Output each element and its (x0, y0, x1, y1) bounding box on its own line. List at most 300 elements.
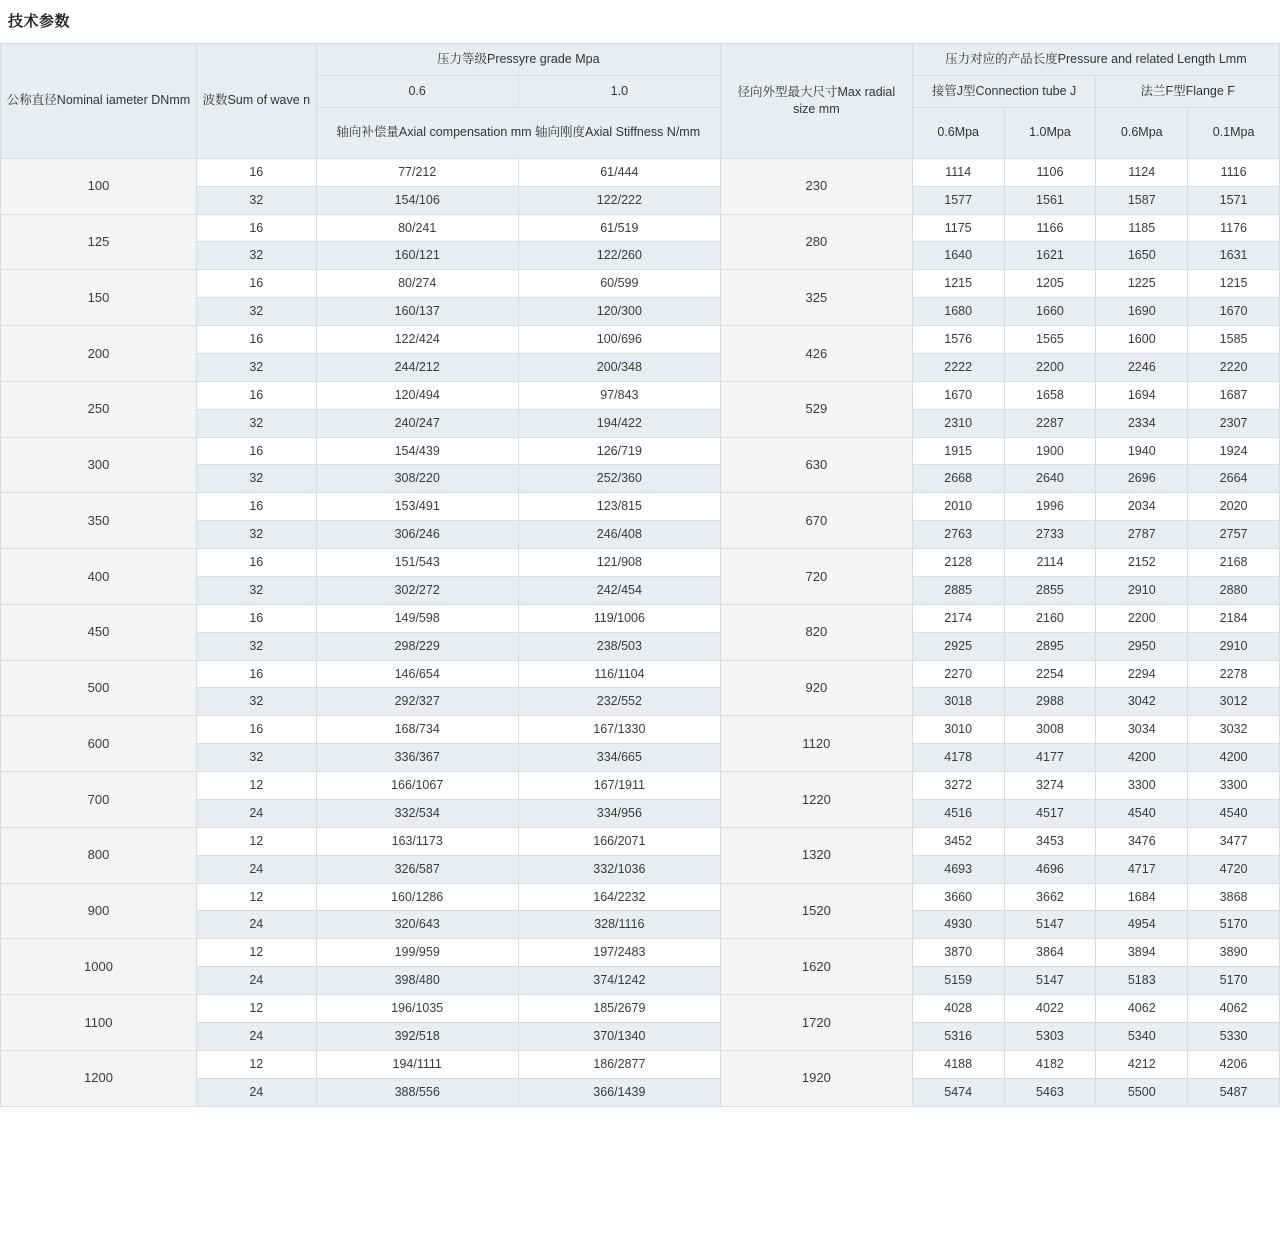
cell-length-j-0-6: 2763 (912, 521, 1004, 549)
cell-nominal-diameter: 200 (1, 326, 197, 382)
cell-length-f-0-1: 1215 (1188, 270, 1280, 298)
cell-length-j-1-0: 5147 (1004, 911, 1096, 939)
cell-sum-of-wave: 16 (196, 437, 316, 465)
cell-length-f-0-1: 2278 (1188, 660, 1280, 688)
cell-length-f-0-6: 2910 (1096, 576, 1188, 604)
cell-axial-1-0: 246/408 (518, 521, 720, 549)
cell-sum-of-wave: 12 (196, 1050, 316, 1078)
cell-nominal-diameter: 350 (1, 493, 197, 549)
cell-length-f-0-1: 5487 (1188, 1078, 1280, 1106)
cell-length-f-0-6: 2696 (1096, 465, 1188, 493)
cell-nominal-diameter: 1200 (1, 1050, 197, 1106)
cell-max-radial-size: 920 (720, 660, 912, 716)
table-row (1, 270, 1280, 298)
cell-length-j-1-0: 1660 (1004, 298, 1096, 326)
cell-length-j-0-6: 4188 (912, 1050, 1004, 1078)
cell-length-j-0-6: 3452 (912, 827, 1004, 855)
cell-length-j-0-6: 2128 (912, 549, 1004, 577)
cell-length-j-1-0: 3662 (1004, 883, 1096, 911)
cell-max-radial-size: 720 (720, 549, 912, 605)
cell-axial-1-0: 252/360 (518, 465, 720, 493)
cell-sum-of-wave: 16 (196, 214, 316, 242)
header-max-radial-size: 径向外型最大尺寸Max radial size mm (720, 44, 912, 159)
cell-length-j-0-6: 1640 (912, 242, 1004, 270)
cell-nominal-diameter: 250 (1, 381, 197, 437)
cell-length-f-0-1: 2880 (1188, 576, 1280, 604)
cell-axial-0-6: 306/246 (316, 521, 518, 549)
cell-length-j-1-0: 2254 (1004, 660, 1096, 688)
cell-sum-of-wave: 16 (196, 660, 316, 688)
header-connection-tube: 接管J型Connection tube J (912, 75, 1096, 107)
cell-length-f-0-1: 2184 (1188, 604, 1280, 632)
cell-max-radial-size: 1320 (720, 827, 912, 883)
cell-max-radial-size: 1520 (720, 883, 912, 939)
cell-length-j-0-6: 5159 (912, 967, 1004, 995)
cell-length-j-1-0: 5303 (1004, 1022, 1096, 1050)
cell-length-f-0-6: 2034 (1096, 493, 1188, 521)
cell-axial-1-0: 121/908 (518, 549, 720, 577)
cell-max-radial-size: 230 (720, 158, 912, 214)
cell-sum-of-wave: 32 (196, 576, 316, 604)
cell-axial-0-6: 388/556 (316, 1078, 518, 1106)
cell-length-j-1-0: 1106 (1004, 158, 1096, 186)
cell-length-j-0-6: 2010 (912, 493, 1004, 521)
cell-sum-of-wave: 12 (196, 827, 316, 855)
cell-axial-1-0: 242/454 (518, 576, 720, 604)
cell-sum-of-wave: 32 (196, 409, 316, 437)
cell-length-f-0-6: 4062 (1096, 995, 1188, 1023)
cell-length-f-0-1: 1924 (1188, 437, 1280, 465)
cell-axial-1-0: 100/696 (518, 326, 720, 354)
cell-axial-0-6: 160/1286 (316, 883, 518, 911)
cell-length-f-0-6: 3476 (1096, 827, 1188, 855)
cell-max-radial-size: 325 (720, 270, 912, 326)
cell-sum-of-wave: 16 (196, 326, 316, 354)
cell-axial-1-0: 116/1104 (518, 660, 720, 688)
cell-nominal-diameter: 150 (1, 270, 197, 326)
cell-length-f-0-6: 1650 (1096, 242, 1188, 270)
header-pressure-1-0: 1.0 (518, 75, 720, 107)
cell-axial-1-0: 61/519 (518, 214, 720, 242)
cell-length-f-0-6: 1684 (1096, 883, 1188, 911)
cell-length-f-0-6: 2152 (1096, 549, 1188, 577)
cell-length-f-0-1: 1585 (1188, 326, 1280, 354)
cell-axial-0-6: 154/106 (316, 186, 518, 214)
cell-sum-of-wave: 24 (196, 1078, 316, 1106)
cell-length-f-0-6: 1225 (1096, 270, 1188, 298)
cell-axial-0-6: 199/959 (316, 939, 518, 967)
cell-length-j-0-6: 5474 (912, 1078, 1004, 1106)
cell-nominal-diameter: 450 (1, 604, 197, 660)
header-f-0-1mpa: 0.1Mpa (1188, 107, 1280, 158)
cell-nominal-diameter: 700 (1, 772, 197, 828)
header-pressure-related-length: 压力对应的产品长度Pressure and related Length Lmm (912, 44, 1279, 76)
cell-axial-0-6: 163/1173 (316, 827, 518, 855)
table-row (1, 549, 1280, 577)
cell-length-f-0-1: 2307 (1188, 409, 1280, 437)
cell-length-f-0-6: 4212 (1096, 1050, 1188, 1078)
cell-length-j-0-6: 3870 (912, 939, 1004, 967)
cell-length-f-0-6: 3034 (1096, 716, 1188, 744)
cell-axial-0-6: 292/327 (316, 688, 518, 716)
cell-length-f-0-1: 3477 (1188, 827, 1280, 855)
cell-sum-of-wave: 32 (196, 632, 316, 660)
cell-axial-1-0: 119/1006 (518, 604, 720, 632)
cell-sum-of-wave: 32 (196, 186, 316, 214)
cell-length-j-0-6: 4178 (912, 744, 1004, 772)
cell-length-f-0-1: 3890 (1188, 939, 1280, 967)
cell-axial-1-0: 97/843 (518, 381, 720, 409)
cell-axial-0-6: 244/212 (316, 353, 518, 381)
cell-length-f-0-1: 5170 (1188, 911, 1280, 939)
cell-length-j-0-6: 1114 (912, 158, 1004, 186)
cell-length-j-0-6: 1680 (912, 298, 1004, 326)
cell-axial-0-6: 332/534 (316, 799, 518, 827)
cell-sum-of-wave: 32 (196, 298, 316, 326)
header-nominal-diameter: 公称直径Nominal iameter DNmm (1, 44, 197, 159)
cell-length-f-0-1: 2910 (1188, 632, 1280, 660)
cell-length-j-0-6: 3660 (912, 883, 1004, 911)
header-j-0-6mpa: 0.6Mpa (912, 107, 1004, 158)
cell-axial-0-6: 151/543 (316, 549, 518, 577)
cell-max-radial-size: 529 (720, 381, 912, 437)
cell-length-j-0-6: 2270 (912, 660, 1004, 688)
cell-max-radial-size: 1120 (720, 716, 912, 772)
cell-axial-0-6: 77/212 (316, 158, 518, 186)
table-row (1, 326, 1280, 354)
cell-sum-of-wave: 12 (196, 772, 316, 800)
cell-length-j-0-6: 2222 (912, 353, 1004, 381)
cell-sum-of-wave: 16 (196, 381, 316, 409)
cell-length-f-0-1: 5330 (1188, 1022, 1280, 1050)
cell-length-j-1-0: 4177 (1004, 744, 1096, 772)
cell-length-f-0-1: 4540 (1188, 799, 1280, 827)
cell-length-j-1-0: 3274 (1004, 772, 1096, 800)
cell-axial-1-0: 185/2679 (518, 995, 720, 1023)
cell-length-f-0-6: 2246 (1096, 353, 1188, 381)
table-header (1, 44, 1280, 159)
cell-length-f-0-1: 5170 (1188, 967, 1280, 995)
table-row (1, 158, 1280, 186)
cell-length-j-1-0: 4022 (1004, 995, 1096, 1023)
cell-axial-0-6: 298/229 (316, 632, 518, 660)
cell-max-radial-size: 670 (720, 493, 912, 549)
cell-length-j-0-6: 5316 (912, 1022, 1004, 1050)
cell-length-f-0-1: 3032 (1188, 716, 1280, 744)
cell-axial-1-0: 370/1340 (518, 1022, 720, 1050)
header-axial-note: 轴向补偿量Axial compensation mm 轴向刚度Axial Stiffness N/mm (316, 107, 720, 158)
cell-axial-0-6: 240/247 (316, 409, 518, 437)
cell-length-f-0-6: 1694 (1096, 381, 1188, 409)
table-row (1, 883, 1280, 911)
cell-max-radial-size: 1720 (720, 995, 912, 1051)
cell-axial-1-0: 328/1116 (518, 911, 720, 939)
cell-length-j-1-0: 1996 (1004, 493, 1096, 521)
cell-length-f-0-6: 2294 (1096, 660, 1188, 688)
cell-length-f-0-1: 1176 (1188, 214, 1280, 242)
cell-axial-1-0: 238/503 (518, 632, 720, 660)
cell-axial-0-6: 80/241 (316, 214, 518, 242)
cell-axial-1-0: 167/1911 (518, 772, 720, 800)
cell-length-f-0-1: 2757 (1188, 521, 1280, 549)
cell-length-j-1-0: 1621 (1004, 242, 1096, 270)
cell-length-f-0-1: 1631 (1188, 242, 1280, 270)
header-sum-of-wave: 波数Sum of wave n (196, 44, 316, 159)
cell-axial-1-0: 200/348 (518, 353, 720, 381)
table-row (1, 772, 1280, 800)
header-j-1-0mpa: 1.0Mpa (1004, 107, 1096, 158)
cell-sum-of-wave: 24 (196, 1022, 316, 1050)
table-row (1, 381, 1280, 409)
cell-length-f-0-1: 1571 (1188, 186, 1280, 214)
header-f-0-6mpa: 0.6Mpa (1096, 107, 1188, 158)
cell-sum-of-wave: 16 (196, 270, 316, 298)
cell-sum-of-wave: 24 (196, 855, 316, 883)
cell-axial-0-6: 308/220 (316, 465, 518, 493)
cell-length-f-0-6: 5183 (1096, 967, 1188, 995)
cell-max-radial-size: 426 (720, 326, 912, 382)
cell-length-j-1-0: 2200 (1004, 353, 1096, 381)
cell-length-f-0-6: 4954 (1096, 911, 1188, 939)
table-row (1, 660, 1280, 688)
cell-length-f-0-6: 1587 (1096, 186, 1188, 214)
cell-length-j-1-0: 3864 (1004, 939, 1096, 967)
cell-axial-1-0: 166/2071 (518, 827, 720, 855)
cell-length-j-0-6: 3018 (912, 688, 1004, 716)
cell-nominal-diameter: 600 (1, 716, 197, 772)
cell-length-f-0-6: 2787 (1096, 521, 1188, 549)
header-flange: 法兰F型Flange F (1096, 75, 1280, 107)
cell-length-j-0-6: 4028 (912, 995, 1004, 1023)
cell-axial-1-0: 197/2483 (518, 939, 720, 967)
cell-sum-of-wave: 12 (196, 995, 316, 1023)
cell-nominal-diameter: 1000 (1, 939, 197, 995)
cell-length-f-0-6: 3300 (1096, 772, 1188, 800)
cell-sum-of-wave: 12 (196, 939, 316, 967)
cell-length-j-1-0: 2988 (1004, 688, 1096, 716)
cell-sum-of-wave: 32 (196, 353, 316, 381)
cell-length-j-0-6: 2174 (912, 604, 1004, 632)
cell-axial-1-0: 186/2877 (518, 1050, 720, 1078)
cell-length-f-0-1: 2020 (1188, 493, 1280, 521)
cell-axial-1-0: 334/956 (518, 799, 720, 827)
cell-max-radial-size: 630 (720, 437, 912, 493)
table-row (1, 1050, 1280, 1078)
cell-length-j-1-0: 1658 (1004, 381, 1096, 409)
cell-max-radial-size: 280 (720, 214, 912, 270)
cell-length-j-0-6: 4693 (912, 855, 1004, 883)
cell-axial-0-6: 160/121 (316, 242, 518, 270)
table-row (1, 716, 1280, 744)
cell-axial-1-0: 332/1036 (518, 855, 720, 883)
cell-length-f-0-1: 1116 (1188, 158, 1280, 186)
cell-axial-0-6: 326/587 (316, 855, 518, 883)
table-row (1, 939, 1280, 967)
cell-sum-of-wave: 12 (196, 883, 316, 911)
cell-length-j-1-0: 4517 (1004, 799, 1096, 827)
cell-length-f-0-6: 2200 (1096, 604, 1188, 632)
cell-nominal-diameter: 900 (1, 883, 197, 939)
cell-length-j-0-6: 4516 (912, 799, 1004, 827)
cell-length-f-0-1: 4720 (1188, 855, 1280, 883)
cell-max-radial-size: 820 (720, 604, 912, 660)
cell-length-f-0-1: 3012 (1188, 688, 1280, 716)
cell-length-j-0-6: 3272 (912, 772, 1004, 800)
cell-length-f-0-1: 4062 (1188, 995, 1280, 1023)
cell-length-j-1-0: 2287 (1004, 409, 1096, 437)
cell-nominal-diameter: 800 (1, 827, 197, 883)
cell-axial-1-0: 164/2232 (518, 883, 720, 911)
cell-axial-1-0: 122/222 (518, 186, 720, 214)
cell-length-j-0-6: 1175 (912, 214, 1004, 242)
cell-length-f-0-6: 1940 (1096, 437, 1188, 465)
table-row (1, 604, 1280, 632)
cell-sum-of-wave: 24 (196, 967, 316, 995)
cell-length-j-0-6: 2885 (912, 576, 1004, 604)
cell-length-f-0-1: 3300 (1188, 772, 1280, 800)
cell-sum-of-wave: 32 (196, 688, 316, 716)
cell-sum-of-wave: 32 (196, 521, 316, 549)
cell-length-j-0-6: 2668 (912, 465, 1004, 493)
cell-length-f-0-1: 2664 (1188, 465, 1280, 493)
cell-axial-0-6: 160/137 (316, 298, 518, 326)
cell-axial-1-0: 366/1439 (518, 1078, 720, 1106)
cell-length-f-0-1: 2168 (1188, 549, 1280, 577)
cell-length-j-1-0: 5463 (1004, 1078, 1096, 1106)
cell-length-j-1-0: 4182 (1004, 1050, 1096, 1078)
cell-length-j-0-6: 2310 (912, 409, 1004, 437)
cell-length-f-0-1: 2220 (1188, 353, 1280, 381)
cell-length-f-0-6: 4717 (1096, 855, 1188, 883)
cell-length-j-1-0: 2114 (1004, 549, 1096, 577)
table-body (1, 158, 1280, 1106)
cell-length-f-0-6: 2950 (1096, 632, 1188, 660)
cell-sum-of-wave: 32 (196, 744, 316, 772)
cell-length-j-0-6: 1915 (912, 437, 1004, 465)
cell-length-j-0-6: 3010 (912, 716, 1004, 744)
cell-sum-of-wave: 16 (196, 549, 316, 577)
cell-axial-0-6: 146/654 (316, 660, 518, 688)
cell-length-j-1-0: 4696 (1004, 855, 1096, 883)
cell-axial-1-0: 126/719 (518, 437, 720, 465)
cell-axial-0-6: 336/367 (316, 744, 518, 772)
cell-length-j-1-0: 3008 (1004, 716, 1096, 744)
table-row (1, 214, 1280, 242)
table-row (1, 437, 1280, 465)
cell-length-f-0-6: 5340 (1096, 1022, 1188, 1050)
cell-nominal-diameter: 400 (1, 549, 197, 605)
cell-axial-0-6: 154/439 (316, 437, 518, 465)
cell-nominal-diameter: 300 (1, 437, 197, 493)
cell-nominal-diameter: 500 (1, 660, 197, 716)
cell-length-f-0-6: 1690 (1096, 298, 1188, 326)
cell-length-f-0-6: 2334 (1096, 409, 1188, 437)
cell-length-f-0-1: 4206 (1188, 1050, 1280, 1078)
cell-nominal-diameter: 100 (1, 158, 197, 214)
cell-max-radial-size: 1920 (720, 1050, 912, 1106)
cell-length-f-0-6: 1600 (1096, 326, 1188, 354)
header-pressure-grade: 压力等级Pressyre grade Mpa (316, 44, 720, 76)
cell-length-f-0-6: 1124 (1096, 158, 1188, 186)
cell-axial-0-6: 194/1111 (316, 1050, 518, 1078)
cell-axial-0-6: 120/494 (316, 381, 518, 409)
cell-length-j-1-0: 2733 (1004, 521, 1096, 549)
cell-length-j-1-0: 2160 (1004, 604, 1096, 632)
cell-axial-1-0: 334/665 (518, 744, 720, 772)
cell-axial-1-0: 123/815 (518, 493, 720, 521)
cell-length-j-1-0: 2640 (1004, 465, 1096, 493)
cell-length-j-1-0: 1900 (1004, 437, 1096, 465)
cell-length-f-0-6: 3894 (1096, 939, 1188, 967)
cell-axial-1-0: 374/1242 (518, 967, 720, 995)
technical-parameters-table (0, 43, 1280, 1107)
cell-max-radial-size: 1220 (720, 772, 912, 828)
cell-length-f-0-1: 1687 (1188, 381, 1280, 409)
cell-nominal-diameter: 125 (1, 214, 197, 270)
cell-sum-of-wave: 16 (196, 604, 316, 632)
cell-axial-0-6: 320/643 (316, 911, 518, 939)
cell-axial-1-0: 167/1330 (518, 716, 720, 744)
cell-nominal-diameter: 1100 (1, 995, 197, 1051)
cell-axial-1-0: 61/444 (518, 158, 720, 186)
cell-length-f-0-6: 4540 (1096, 799, 1188, 827)
cell-axial-0-6: 80/274 (316, 270, 518, 298)
cell-axial-1-0: 60/599 (518, 270, 720, 298)
cell-length-f-0-6: 3042 (1096, 688, 1188, 716)
cell-length-j-1-0: 2855 (1004, 576, 1096, 604)
header-pressure-0-6: 0.6 (316, 75, 518, 107)
cell-sum-of-wave: 32 (196, 242, 316, 270)
cell-length-j-1-0: 5147 (1004, 967, 1096, 995)
cell-sum-of-wave: 16 (196, 493, 316, 521)
cell-length-j-0-6: 1215 (912, 270, 1004, 298)
cell-length-j-0-6: 1576 (912, 326, 1004, 354)
cell-axial-1-0: 232/552 (518, 688, 720, 716)
cell-axial-1-0: 120/300 (518, 298, 720, 326)
cell-length-j-1-0: 2895 (1004, 632, 1096, 660)
cell-length-j-1-0: 3453 (1004, 827, 1096, 855)
cell-axial-0-6: 392/518 (316, 1022, 518, 1050)
table-row (1, 493, 1280, 521)
cell-length-j-1-0: 1565 (1004, 326, 1096, 354)
cell-length-j-1-0: 1205 (1004, 270, 1096, 298)
cell-length-f-0-6: 4200 (1096, 744, 1188, 772)
cell-length-j-0-6: 4930 (912, 911, 1004, 939)
table-row (1, 995, 1280, 1023)
page-title: 技术参数 (8, 13, 71, 30)
cell-length-f-0-1: 3868 (1188, 883, 1280, 911)
cell-axial-0-6: 168/734 (316, 716, 518, 744)
cell-length-j-0-6: 1577 (912, 186, 1004, 214)
cell-length-j-1-0: 1166 (1004, 214, 1096, 242)
cell-axial-0-6: 153/491 (316, 493, 518, 521)
cell-length-j-1-0: 1561 (1004, 186, 1096, 214)
cell-length-j-0-6: 2925 (912, 632, 1004, 660)
cell-axial-0-6: 166/1067 (316, 772, 518, 800)
cell-max-radial-size: 1620 (720, 939, 912, 995)
cell-axial-0-6: 302/272 (316, 576, 518, 604)
cell-length-j-0-6: 1670 (912, 381, 1004, 409)
table-row (1, 827, 1280, 855)
cell-sum-of-wave: 32 (196, 465, 316, 493)
cell-sum-of-wave: 16 (196, 158, 316, 186)
cell-sum-of-wave: 24 (196, 911, 316, 939)
cell-length-f-0-6: 5500 (1096, 1078, 1188, 1106)
cell-axial-0-6: 122/424 (316, 326, 518, 354)
cell-axial-0-6: 149/598 (316, 604, 518, 632)
cell-length-f-0-1: 1670 (1188, 298, 1280, 326)
cell-axial-0-6: 398/480 (316, 967, 518, 995)
